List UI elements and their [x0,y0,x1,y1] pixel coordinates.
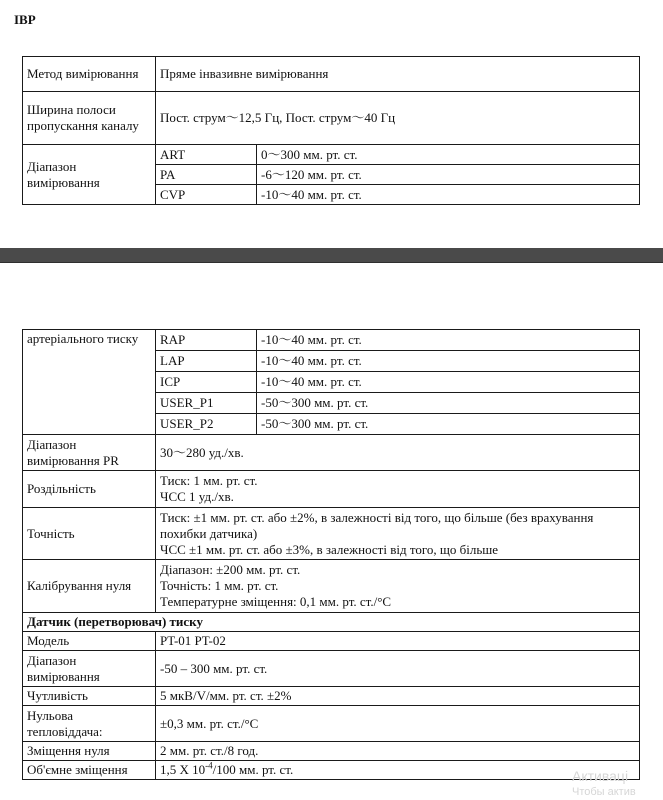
accuracy-value [156,508,640,560]
range-value-user-p2: -50～300 мм. рт. ст. [257,414,640,435]
range-name-user-p1: USER_P1 [156,393,257,414]
range-value-icp: -10～40 мм. рт. ст. [257,372,640,393]
accuracy-line-hr: ЧСС ±1 мм. рт. ст. або ±3%, в залежності від того, що більше [160,541,499,557]
range-name-pa: PA [156,165,257,185]
pr-range-value: 30～280 уд./хв. [156,435,640,471]
section-heading-ibp: IBP [14,12,36,27]
sensor-range-value: -50 – 300 мм. рт. ст. [156,651,640,687]
volume-value [156,761,640,780]
zero-cal-value [156,560,640,613]
zero-thermal-value: ±0,3 мм. рт. ст./°C [156,706,640,742]
accuracy-line-pressure: Тиск: ±1 мм. рт. ст. або ±2%, в залежності від того, що більше (без врахування похибки датчика) [160,509,594,541]
zero-thermal-label: Нульова тепловіддача: [23,706,156,742]
watermark-line-1: Активаці [572,768,629,784]
range-name-rap: RAP [156,330,257,351]
zero-cal-label: Калібрування нуля [23,560,156,613]
model-label: Модель [23,632,156,651]
range-name-cvp: CVP [156,185,257,205]
pr-range-label: Діапазон вимірювання PR [23,435,156,471]
resolution-value [156,471,640,508]
continued-label: артеріального тиску [23,330,156,435]
sensor-heading: Датчик (перетворювач) тиску [23,613,640,632]
range-value-user-p1: -50～300 мм. рт. ст. [257,393,640,414]
watermark-line-2: Чтобы актив [572,786,636,798]
range-name-lap: LAP [156,351,257,372]
page-gap [0,263,663,329]
range-name-icp: ICP [156,372,257,393]
method-label: Метод вимірювання [23,57,156,92]
zero-cal-accuracy: Точність: 1 мм. рт. ст. [160,578,279,593]
method-value: Пряме інвазивне вимірювання [156,57,640,92]
range-label: Діапазон вимірювання [23,145,156,205]
range-value-cvp: -10～40 мм. рт. ст. [257,185,640,205]
resolution-label: Роздільність [23,471,156,508]
sensitivity-label: Чутливість [23,687,156,706]
range-name-user-p2: USER_P2 [156,414,257,435]
zero-cal-temp-drift: Температурне зміщення: 0,1 мм. рт. ст./°C [160,594,392,609]
model-value: PT-01 PT-02 [156,632,640,651]
range-value-art: 0～300 мм. рт. ст. [257,145,640,165]
volume-label: Об'ємне зміщення [23,761,156,780]
ibp-spec-table-1 [22,56,640,205]
range-name-art: ART [156,145,257,165]
zero-cal-range: Діапазон: ±200 мм. рт. ст. [160,562,301,577]
resolution-line-pressure: Тиск: 1 мм. рт. ст. [160,473,258,488]
sensitivity-value: 5 мкВ/V/мм. рт. ст. ±2% [156,687,640,706]
volume-suffix: /100 мм. рт. ст. [212,762,294,777]
range-value-pa: -6～120 мм. рт. ст. [257,165,640,185]
page-break-band [0,248,663,263]
accuracy-label: Точність [23,508,156,560]
resolution-line-hr: ЧСС 1 уд./хв. [160,489,234,504]
volume-prefix: 1,5 X 10 [160,762,206,777]
range-value-rap: -10～40 мм. рт. ст. [257,330,640,351]
volume-exponent: -4 [205,760,213,771]
bandwidth-label: Ширина полоси пропускання каналу [23,92,156,145]
zero-offset-label: Зміщення нуля [23,742,156,761]
bandwidth-value: Пост. струм～12,5 Гц, Пост. струм～40 Гц [156,92,640,145]
zero-offset-value: 2 мм. рт. ст./8 год. [156,742,640,761]
range-value-lap: -10～40 мм. рт. ст. [257,351,640,372]
sensor-range-label: Діапазон вимірювання [23,651,156,687]
activation-watermark [572,768,636,800]
ibp-spec-table-2 [22,329,640,780]
